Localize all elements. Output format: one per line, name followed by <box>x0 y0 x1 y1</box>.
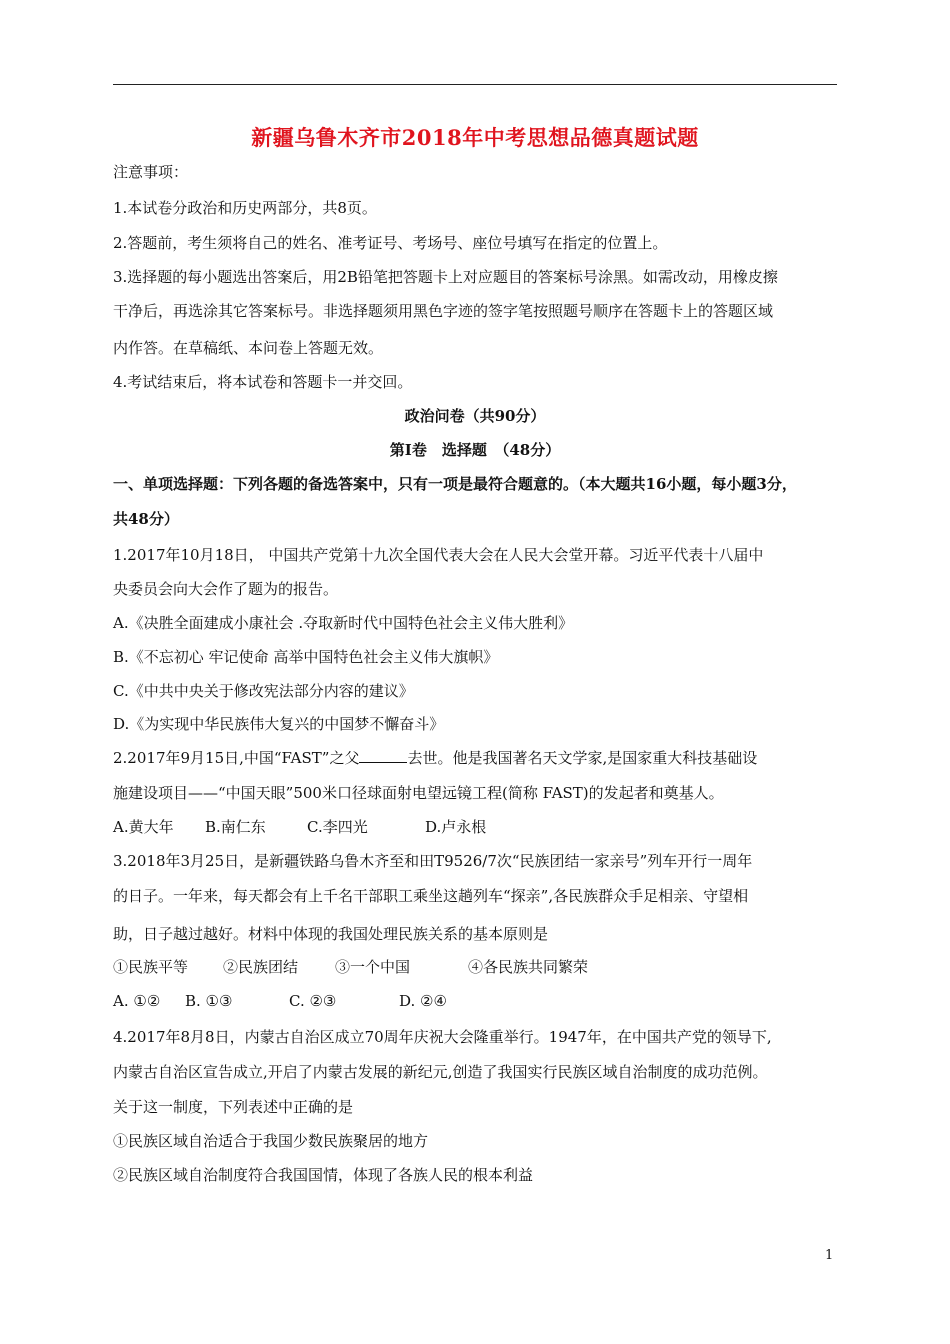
instruction-line-2: 共48分） <box>113 510 179 528</box>
q3-option-b: B. ①③ <box>185 992 233 1010</box>
q3-choice-2: ②民族团结 <box>223 958 299 976</box>
notice-item-4: 4.考试结束后，将本试卷和答题卡一并交回。 <box>113 373 413 391</box>
q3-choice-3: ③一个中国 <box>335 958 411 976</box>
instruction-line-1: 一、单项选择题：下列各题的备选答案中，只有一项是最符合题意的。（本大题共16小题，每小题3分， <box>113 475 797 493</box>
q2-stem-1 <box>113 748 757 768</box>
q2-option-a: A.黄大年 <box>113 818 174 836</box>
q2-stem-1b: 去世。他是我国著名天文学家,是国家重大科技基础设 <box>407 749 758 767</box>
q1-option-b: B.《不忘初心 牢记使命 高举中国特色社会主义伟大旗帜》 <box>113 648 499 666</box>
q2-stem-1a: 2.2017年9月15日,中国“FAST”之父 <box>113 749 360 767</box>
header-rule <box>113 84 837 85</box>
q3-option-c: C. ②③ <box>289 992 337 1010</box>
q1-stem-2: 央委员会向大会作了题为的报告。 <box>113 580 339 598</box>
q1-option-a: A.《决胜全面建成小康社会 .夺取新时代中国特色社会主义伟大胜利》 <box>113 614 574 632</box>
q4-stem-2: 内蒙古自治区宣告成立,开启了内蒙古发展的新纪元,创造了我国实行民族区域自治制度的成功范例。 <box>113 1063 768 1081</box>
q2-option-b: B.南仁东 <box>205 818 266 836</box>
q1-option-d: D.《为实现中华民族伟大复兴的中国梦不懈奋斗》 <box>113 715 445 733</box>
q4-stem-3: 关于这一制度，下列表述中正确的是 <box>113 1098 354 1116</box>
q3-options <box>113 991 447 1011</box>
notice-item-1: 1.本试卷分政治和历史两部分，共8页。 <box>113 199 377 217</box>
q4-item-2: ②民族区域自治制度符合我国国情，体现了各族人民的根本利益 <box>113 1166 534 1184</box>
document-title: 新疆乌鲁木齐市2018年中考思想品德真题试题 <box>251 125 699 150</box>
notice-heading: 注意事项： <box>113 163 189 181</box>
q1-stem-1: 1.2017年10月18日， 中国共产党第十九次全国代表大会在人民大会堂开幕。习近平代表十八届中 <box>113 546 764 564</box>
q3-choices <box>113 957 588 977</box>
notice-item-3-end: 内作答。在草稿纸、本问卷上答题无效。 <box>113 339 384 357</box>
q3-stem-1: 3.2018年3月25日，是新疆铁路乌鲁木齐至和田T9526/7次“民族团结一家亲号”列车开行一周年 <box>113 852 753 870</box>
q1-option-c: C.《中共中央关于修改宪法部分内容的建议》 <box>113 682 414 700</box>
q3-choice-1: ①民族平等 <box>113 958 189 976</box>
q3-stem-3: 助，日子越过越好。材料中体现的我国处理民族关系的基本原则是 <box>113 925 549 943</box>
q2-option-c: C.李四光 <box>307 818 368 836</box>
notice-item-2: 2.答题前，考生须将自己的姓名、准考证号、考场号、座位号填写在指定的位置上。 <box>113 234 668 252</box>
notice-item-3-cont: 干净后，再选涂其它答案标号。非选择题须用黑色字迹的签字笔按照题号顺序在答题卡上的答题区域 <box>113 302 774 320</box>
page-number: 1 <box>825 1248 834 1263</box>
notice-item-3: 3.选择题的每小题选出答案后，用2B铅笔把答题卡上对应题目的答案标号涂黑。如需改动，用橡皮擦 <box>113 268 778 286</box>
q3-option-d: D. ②④ <box>399 992 447 1010</box>
q2-answer-blank <box>359 748 407 763</box>
q4-stem-1: 4.2017年8月8日，内蒙古自治区成立70周年庆祝大会隆重举行。1947年，在中国共产党的领导下, <box>113 1028 772 1046</box>
q3-stem-2: 的日子。一年来，每天都会有上千名干部职工乘坐这趟列车“探亲”,各民族群众手足相亲、守望相 <box>113 887 749 905</box>
q2-option-d: D.卢永根 <box>425 818 487 836</box>
part-title: 第Ⅰ卷 选择题 （48分） <box>389 441 561 459</box>
q2-stem-2: 施建设项目——“中国天眼”500米口径球面射电望远镜工程(简称 FAST)的发起者和奠基人。 <box>113 784 724 802</box>
q2-options <box>113 817 486 837</box>
q4-item-1: ①民族区域自治适合于我国少数民族聚居的地方 <box>113 1132 429 1150</box>
q3-choice-4: ④各民族共同繁荣 <box>468 958 589 976</box>
q3-option-a: A. ①② <box>113 992 161 1010</box>
section-title: 政治问卷（共90分） <box>404 407 546 425</box>
